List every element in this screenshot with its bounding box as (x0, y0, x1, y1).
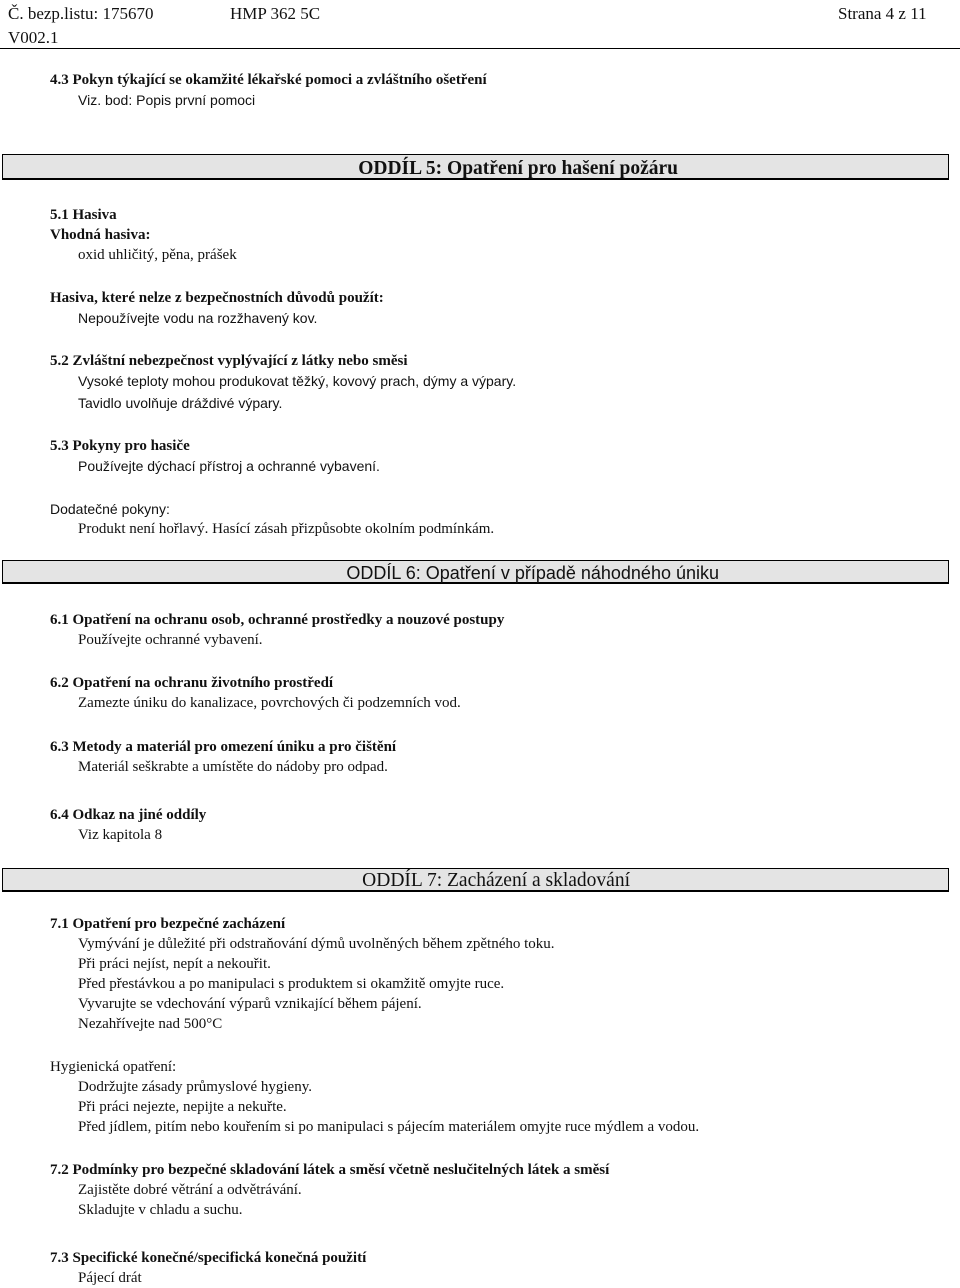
hygiene-line: Při práci nejezte, nepijte a nekuřte. (78, 1099, 287, 1115)
section-7-1-line: Při práci nejíst, nepít a nekouřit. (78, 956, 271, 972)
header-divider (0, 48, 960, 49)
section-5-3-text: Používejte dýchací přístroj a ochranné vybavení. (78, 458, 380, 474)
section-5-1-heading: 5.1 Hasiva (50, 207, 117, 223)
section-7-3-text: Pájecí drát (78, 1270, 142, 1286)
section-6-4-text: Viz kapitola 8 (78, 827, 163, 843)
section-6-2-heading: 6.2 Opatření na ochranu životního prostředí (50, 675, 334, 691)
section-7-1-line: Vymývání je důležité při odstraňování dýmů uvolněných během zpětného toku. (78, 936, 555, 952)
unsuitable-media-label: Hasiva, které nelze z bezpečnostních důvodů použít: (50, 290, 384, 306)
hygiene-measures-label: Hygienická opatření: (50, 1059, 177, 1075)
page-number: Strana 4 z 11 (838, 4, 927, 23)
section-6-title: ODDÍL 6: Opatření v případě náhodného úniku (346, 563, 719, 583)
suitable-media-text: oxid uhličitý, pěna, prášek (78, 247, 237, 263)
additional-instructions-label: Dodatečné pokyny: (50, 501, 170, 517)
section-6-1-heading: 6.1 Opatření na ochranu osob, ochranné prostředky a nouzové postupy (50, 612, 505, 628)
section-6-1-text: Používejte ochranné vybavení. (78, 632, 263, 648)
section-7-2-line-2: Skladujte v chladu a suchu. (78, 1202, 243, 1218)
section-7-1-line: Nezahřívejte nad 500°C (78, 1016, 223, 1032)
hygiene-line: Před jídlem, pitím nebo kouřením si po manipulaci s pájecím materiálem omyjte ruce mýdlem a vodou. (78, 1119, 700, 1135)
section-5-2-line-2: Tavidlo uvolňuje dráždivé výpary. (78, 395, 283, 411)
section-6-2-text: Zamezte úniku do kanalizace, povrchových či podzemních vod. (78, 695, 461, 711)
section-5-title: ODDÍL 5: Opatření pro hašení požáru (358, 158, 678, 179)
section-7-2-heading: 7.2 Podmínky pro bezpečné skladování látek a směsí včetně neslučitelných látek a směsí (50, 1162, 610, 1178)
section-7-2-line-1: Zajistěte dobré větrání a odvětrávání. (78, 1182, 302, 1198)
section-5-banner (2, 154, 949, 180)
section-7-1-heading: 7.1 Opatření pro bezpečné zacházení (50, 916, 286, 932)
product-name: HMP 362 5C (230, 4, 321, 23)
additional-instructions-text: Produkt není hořlavý. Hasící zásah přizpůsobte okolním podmínkám. (78, 521, 495, 537)
section-6-4-heading: 6.4 Odkaz na jiné oddíly (50, 807, 207, 823)
version-label: V002.1 (8, 28, 59, 47)
sheet-number: Č. bezp.listu: 175670 (8, 4, 154, 23)
hygiene-line: Dodržujte zásady průmyslové hygieny. (78, 1079, 312, 1095)
section-7-banner (2, 868, 949, 892)
section-5-2-line-1: Vysoké teploty mohou produkovat těžký, kovový prach, dýmy a výpary. (78, 373, 517, 389)
section-5-3-heading: 5.3 Pokyny pro hasiče (50, 438, 190, 454)
suitable-media-label: Vhodná hasiva: (50, 227, 151, 243)
section-7-3-heading: 7.3 Specifické konečné/specifická konečná použití (50, 1250, 367, 1266)
section-6-banner (2, 560, 949, 584)
section-4-3-heading: 4.3 Pokyn týkající se okamžité lékařské pomoci a zvláštního ošetření (50, 72, 487, 88)
unsuitable-media-text: Nepoužívejte vodu na rozžhavený kov. (78, 310, 318, 326)
section-4-3-text: Viz. bod: Popis první pomoci (78, 92, 256, 108)
section-5-2-heading: 5.2 Zvláštní nebezpečnost vyplývající z látky nebo směsi (50, 353, 408, 369)
section-6-3-heading: 6.3 Metody a materiál pro omezení úniku a pro čištění (50, 739, 397, 755)
section-7-title: ODDÍL 7: Zacházení a skladování (362, 870, 630, 891)
section-7-1-line: Před přestávkou a po manipulaci s produktem si okamžitě omyjte ruce. (78, 976, 505, 992)
section-7-1-line: Vyvarujte se vdechování výparů vznikající během pájení. (78, 996, 422, 1012)
section-6-3-text: Materiál seškrabte a umístěte do nádoby pro odpad. (78, 759, 388, 775)
